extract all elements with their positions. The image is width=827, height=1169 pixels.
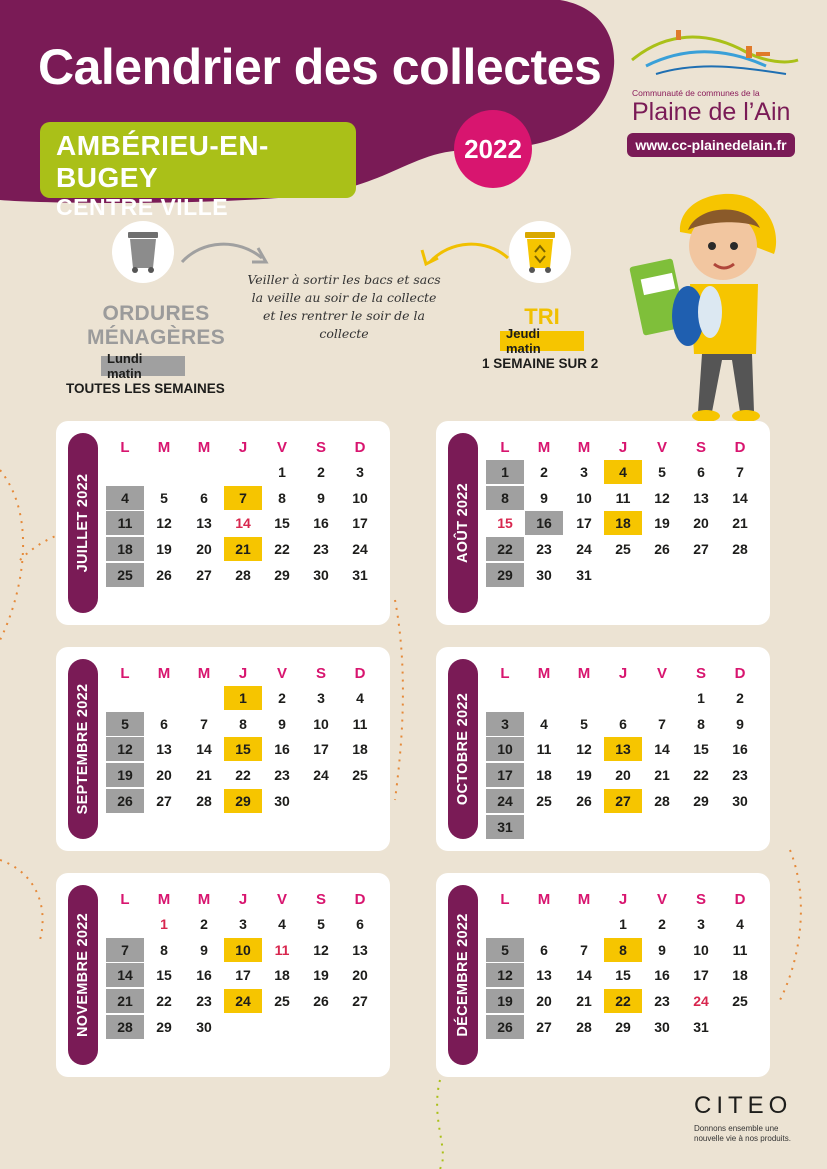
day-cell-ordures: 1 [486,460,524,484]
weekday-header: J [618,664,628,682]
day-cell: 18 [352,741,368,758]
day-cell-ordures: 4 [106,486,144,510]
day-cell: 17 [576,515,592,532]
day-cell: 27 [156,792,172,809]
tri-day-tag: Jeudi matin [500,331,584,351]
day-cell: 5 [658,464,666,480]
day-cell: 6 [160,715,168,732]
day-cell: 2 [658,916,666,932]
day-cell: 7 [580,941,588,958]
day-cell-holiday: 1 [160,916,168,932]
weekday-header: V [276,438,287,456]
day-cell: 26 [156,566,172,583]
day-cell: 5 [317,916,325,932]
ordures-frequency: TOUTES LES SEMAINES [66,381,225,396]
arrow-right-icon [178,236,274,272]
day-cell-tri: 22 [604,989,642,1013]
day-cell: 11 [536,741,552,758]
day-cell: 10 [313,715,329,732]
ordures-title: ORDURES MÉNAGÈRES [86,302,226,349]
day-cell-ordures: 18 [106,537,144,561]
page-title: Calendrier des collectes [38,39,602,95]
day-cell-holiday: 24 [693,993,709,1010]
day-cell: 9 [540,489,548,506]
weekday-header: D [354,438,366,456]
day-cell: 5 [160,489,168,506]
day-cell: 23 [536,541,552,558]
day-cell: 30 [274,792,290,809]
month-card [436,421,770,625]
day-cell: 4 [278,916,286,932]
day-cell: 13 [196,515,212,532]
day-cell: 6 [540,941,548,958]
day-cell-ordures: 22 [486,537,524,561]
day-cell: 20 [693,515,709,532]
day-cell: 14 [576,967,592,984]
day-cell: 20 [156,767,172,784]
citeo-tagline: Donnons ensemble une nouvelle vie à nos produits. [694,1124,791,1143]
day-cell-ordures: 25 [106,563,144,587]
day-cell-tri: 10 [224,938,262,962]
weekday-header: D [734,664,746,682]
day-cell: 3 [239,916,247,932]
weekday-header: V [656,664,667,682]
weekday-header: M [577,664,591,682]
day-cell: 25 [352,767,368,784]
day-cell: 29 [274,566,290,583]
month-label: OCTOBRE 2022 [455,692,471,806]
day-cell-ordures: 24 [486,789,524,813]
day-cell: 10 [352,489,368,506]
day-cell-ordures: 12 [106,737,144,761]
day-cell: 7 [658,715,666,732]
citeo-name: CITEO [694,1092,793,1119]
day-cell: 16 [274,741,290,758]
day-cell: 17 [313,741,329,758]
day-cell: 20 [536,993,552,1010]
day-cell: 19 [576,767,592,784]
day-cell: 2 [200,916,208,932]
weekday-header: S [315,664,326,682]
day-cell: 6 [619,715,627,732]
day-cell-ordures: 16 [525,511,563,535]
day-cell-ordures: 5 [106,712,144,736]
day-cell: 9 [736,715,744,732]
day-cell: 7 [736,464,744,480]
month-label: SEPTEMBRE 2022 [75,683,91,815]
weekday-header: M [197,890,211,908]
day-cell: 14 [732,489,748,506]
weekday-header: L [120,890,130,908]
tri-title: TRI [524,304,560,329]
day-cell-ordures: 31 [486,815,524,839]
day-cell: 13 [693,489,709,506]
day-cell: 27 [536,1018,552,1035]
day-cell: 31 [352,566,368,583]
day-cell: 4 [540,715,548,732]
day-cell: 2 [540,464,548,480]
day-cell: 26 [576,792,592,809]
month-card [436,873,770,1077]
day-cell-tri: 27 [604,789,642,813]
day-cell-holiday: 14 [235,515,251,532]
day-cell: 2 [317,464,325,480]
arrow-left-icon [416,236,512,272]
day-cell: 1 [278,464,286,480]
day-cell: 12 [313,941,329,958]
day-cell: 2 [736,690,744,706]
weekday-header: D [354,890,366,908]
tri-icon-circle [509,221,571,283]
day-cell: 11 [615,489,631,506]
weekday-header: S [315,890,326,908]
day-cell: 21 [576,993,592,1010]
weekday-header: V [656,890,667,908]
day-cell: 25 [615,541,631,558]
day-cell: 23 [274,767,290,784]
day-cell: 18 [732,967,748,984]
day-cell: 3 [317,690,325,706]
day-cell: 25 [536,792,552,809]
weekday-header: M [537,890,551,908]
day-cell: 17 [352,515,368,532]
day-cell: 19 [156,541,172,558]
day-cell: 12 [654,489,670,506]
day-cell: 9 [317,489,325,506]
weekday-header: S [695,664,706,682]
day-cell: 1 [619,916,627,932]
day-cell: 31 [576,566,592,583]
weekday-header: V [656,438,667,456]
day-cell: 15 [615,967,631,984]
weekday-header: J [238,664,248,682]
ordures-icon-circle [112,221,174,283]
day-cell: 4 [736,916,744,932]
day-cell: 15 [156,967,172,984]
weekday-header: M [577,438,591,456]
day-cell: 21 [654,767,670,784]
day-cell: 3 [697,916,705,932]
day-cell: 9 [658,941,666,958]
day-cell-ordures: 26 [106,789,144,813]
day-cell: 10 [576,489,592,506]
day-cell: 22 [156,993,172,1010]
day-cell: 26 [313,993,329,1010]
day-cell: 11 [732,941,748,958]
day-cell-ordures: 12 [486,963,524,987]
day-cell: 19 [654,515,670,532]
day-cell: 19 [313,967,329,984]
day-cell: 14 [654,741,670,758]
month-label: JUILLET 2022 [75,473,91,573]
month-card [56,421,390,625]
month-label: NOVEMBRE 2022 [75,913,91,1037]
day-cell-tri: 21 [224,537,262,561]
day-cell-tri: 18 [604,511,642,535]
weekday-header: M [197,438,211,456]
day-cell: 12 [156,515,172,532]
day-cell-ordures: 10 [486,737,524,761]
weekday-header: S [695,438,706,456]
day-cell: 8 [697,715,705,732]
weekday-header: M [157,664,171,682]
day-cell: 27 [352,993,368,1010]
day-cell: 30 [196,1018,212,1035]
day-cell-ordures: 11 [106,511,144,535]
day-cell: 16 [732,741,748,758]
day-cell: 25 [274,993,290,1010]
day-cell-holiday: 15 [497,515,513,532]
day-cell: 3 [580,464,588,480]
weekday-header: J [618,890,628,908]
weekday-header: M [577,890,591,908]
day-cell: 28 [654,792,670,809]
day-cell: 28 [235,566,251,583]
day-cell: 30 [732,792,748,809]
weekday-header: M [157,438,171,456]
day-cell: 26 [654,541,670,558]
weekday-header: V [276,890,287,908]
collection-note: Veiller à sortir les bacs et sacs la veille au soir de la collecte et les rentrer le soir de la collecte [247,272,441,341]
day-cell: 17 [235,967,251,984]
day-cell: 1 [697,690,705,706]
day-cell: 28 [196,792,212,809]
day-cell: 23 [654,993,670,1010]
day-cell: 24 [576,541,592,558]
day-cell: 16 [196,967,212,984]
weekday-header: S [315,438,326,456]
day-cell: 27 [693,541,709,558]
day-cell: 23 [196,993,212,1010]
ordures-day-tag: Lundi matin [101,356,185,376]
day-cell-ordures: 21 [106,989,144,1013]
day-cell-ordures: 5 [486,938,524,962]
yellow-recycling-bin-icon [523,230,557,274]
day-cell: 6 [356,916,364,932]
day-cell: 7 [200,715,208,732]
day-cell: 30 [536,566,552,583]
day-cell-tri: 4 [604,460,642,484]
day-cell-tri: 29 [224,789,262,813]
day-cell: 3 [356,464,364,480]
weekday-header: J [238,438,248,456]
day-cell: 30 [654,1018,670,1035]
day-cell-ordures: 28 [106,1015,144,1039]
day-cell: 15 [274,515,290,532]
day-cell-ordures: 8 [486,486,524,510]
landscape-logo-icon [626,22,801,84]
day-cell: 18 [536,767,552,784]
city-zone: CENTRE VILLE [56,194,229,220]
day-cell: 15 [693,741,709,758]
day-cell-ordures: 29 [486,563,524,587]
day-cell: 23 [313,541,329,558]
day-cell: 22 [235,767,251,784]
weekday-header: D [734,890,746,908]
month-label: DÉCEMBRE 2022 [455,913,471,1037]
day-cell: 25 [732,993,748,1010]
day-cell: 22 [274,541,290,558]
day-cell: 2 [278,690,286,706]
day-cell: 16 [654,967,670,984]
organization-small-text: Communauté de communes de la [632,88,760,98]
weekday-header: L [500,890,510,908]
organization-logo [626,22,806,126]
day-cell: 5 [580,715,588,732]
day-cell: 31 [693,1018,709,1035]
weekday-header: M [537,664,551,682]
day-cell-tri: 24 [224,989,262,1013]
weekday-header: M [197,664,211,682]
day-cell: 6 [200,489,208,506]
day-cell: 13 [352,941,368,958]
day-cell-ordures: 7 [106,938,144,962]
day-cell: 4 [356,690,364,706]
day-cell: 24 [352,541,368,558]
weekday-header: J [238,890,248,908]
day-cell: 27 [196,566,212,583]
day-cell: 20 [352,967,368,984]
weekday-header: L [500,664,510,682]
city-box [40,122,356,220]
day-cell: 8 [160,941,168,958]
weekday-header: M [157,890,171,908]
day-cell: 12 [576,741,592,758]
day-cell-tri: 7 [224,486,262,510]
day-cell: 20 [196,541,212,558]
day-cell: 28 [732,541,748,558]
weekday-header: D [354,664,366,682]
year-badge: 2022 [454,110,532,188]
day-cell: 20 [615,767,631,784]
weekday-header: L [500,438,510,456]
day-cell-ordures: 17 [486,763,524,787]
month-card [56,647,390,851]
tri-frequency: 1 SEMAINE SUR 2 [482,356,599,371]
month-label: AOÛT 2022 [455,482,471,564]
city-name: AMBÉRIEU-EN-BUGEY [56,130,269,193]
day-cell-tri: 15 [224,737,262,761]
day-cell-ordures: 3 [486,712,524,736]
day-cell: 24 [313,767,329,784]
day-cell: 23 [732,767,748,784]
day-cell: 8 [239,715,247,732]
day-cell: 29 [615,1018,631,1035]
day-cell-ordures: 26 [486,1015,524,1039]
day-cell-tri: 8 [604,938,642,962]
month-card [56,873,390,1077]
day-cell: 6 [697,464,705,480]
weekday-header: D [734,438,746,456]
day-cell: 9 [200,941,208,958]
day-cell: 21 [196,767,212,784]
weekday-header: M [537,438,551,456]
day-cell-ordures: 14 [106,963,144,987]
organization-name: Plaine de l’Ain [632,98,791,126]
day-cell: 13 [536,967,552,984]
day-cell: 10 [693,941,709,958]
weekday-header: S [695,890,706,908]
day-cell-tri: 1 [224,686,262,710]
day-cell: 17 [693,967,709,984]
day-cell: 14 [196,741,212,758]
weekday-header: L [120,664,130,682]
day-cell: 21 [732,515,748,532]
day-cell: 29 [693,792,709,809]
website-link[interactable]: www.cc-plainedelain.fr [627,133,795,157]
month-card [436,647,770,851]
day-cell-tri: 13 [604,737,642,761]
day-cell: 29 [156,1018,172,1035]
day-cell: 18 [274,967,290,984]
day-cell-holiday: 11 [274,941,290,958]
citeo-logo [694,1092,804,1144]
weekday-header: J [618,438,628,456]
child-illustration [628,184,778,429]
day-cell: 22 [693,767,709,784]
day-cell: 16 [313,515,329,532]
day-cell: 9 [278,715,286,732]
day-cell: 30 [313,566,329,583]
day-cell: 28 [576,1018,592,1035]
weekday-header: V [276,664,287,682]
gray-bin-icon [126,230,160,274]
day-cell: 13 [156,741,172,758]
day-cell: 8 [278,489,286,506]
day-cell-ordures: 19 [486,989,524,1013]
weekday-header: L [120,438,130,456]
day-cell-ordures: 19 [106,763,144,787]
day-cell: 11 [352,715,368,732]
